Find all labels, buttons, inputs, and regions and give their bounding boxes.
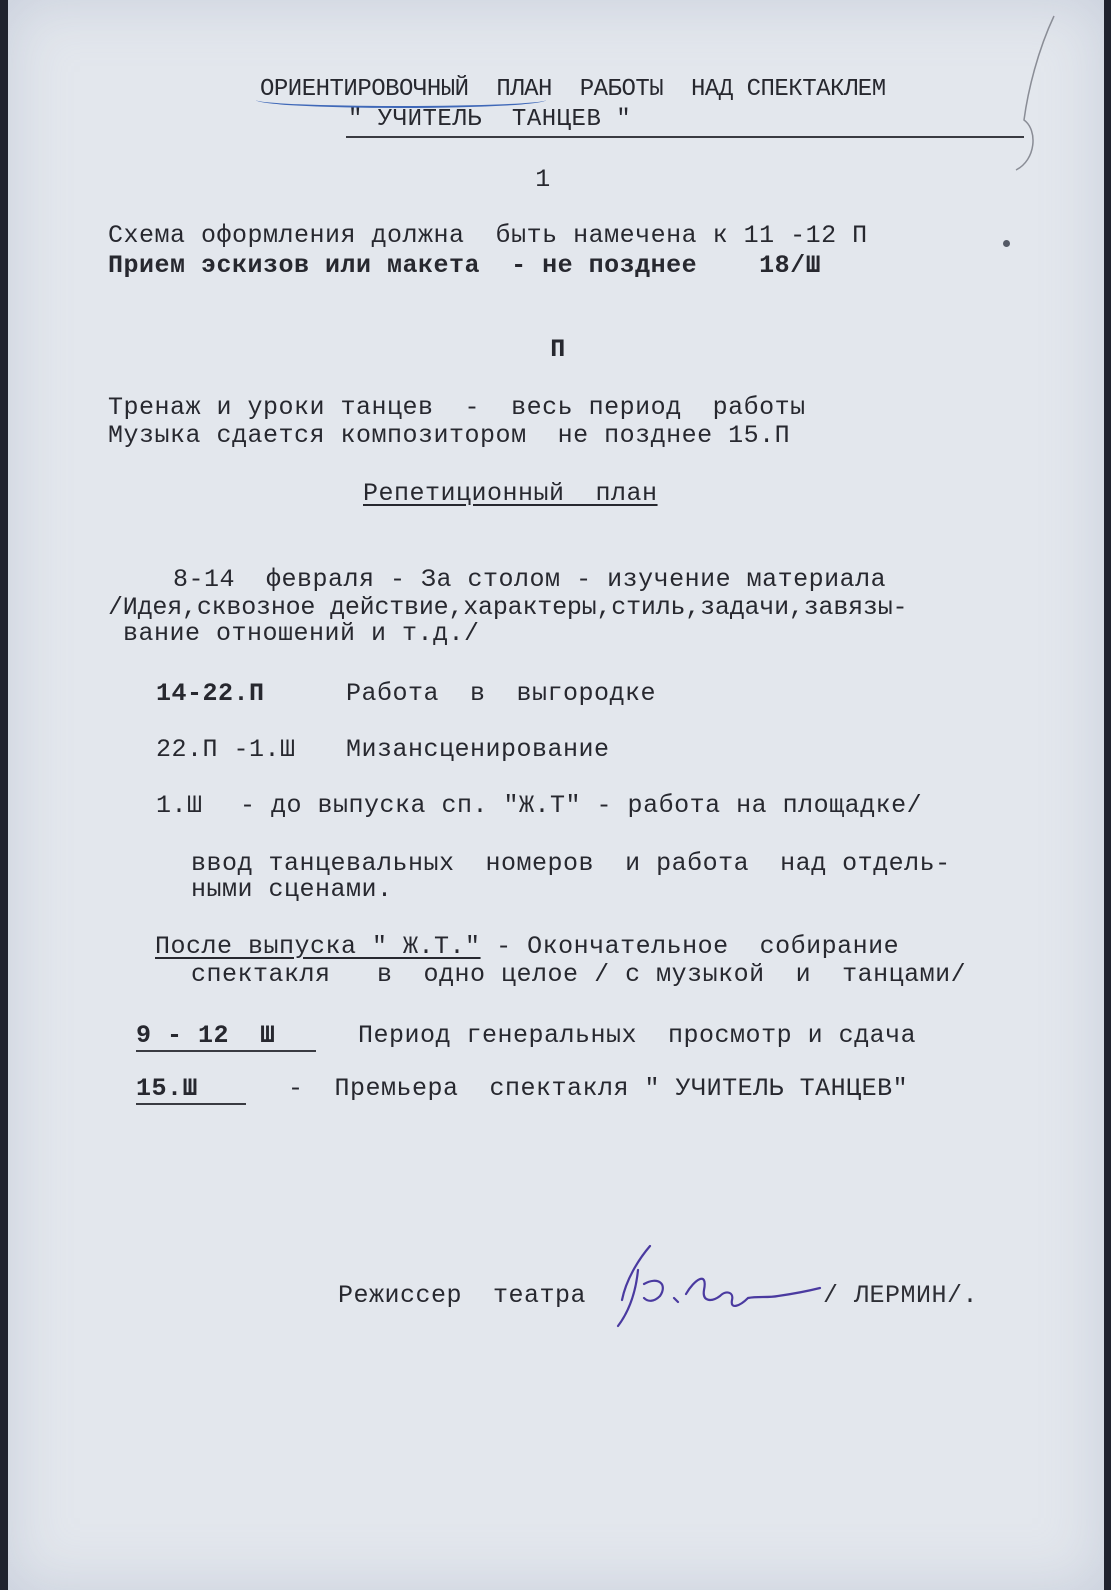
item-staging-date: 22.П -1.Ш	[156, 735, 296, 764]
after-release-label: После выпуска " Ж.Т."	[155, 932, 481, 961]
dress-date-underline	[136, 1050, 316, 1052]
item-stagework-text: - до выпуска сп. "Ж.Т" - работа на площадке/	[240, 791, 923, 820]
handwritten-signature	[608, 1240, 828, 1330]
section2-line2: Музыка сдается композитором не позднее 15.П	[108, 421, 791, 450]
doc-title-line1: ОРИЕНТИРОВОЧНЫЙ ПЛАН РАБОТЫ НАД СПЕКТАКЛЕМ	[260, 76, 886, 103]
section2-line1: Тренаж и уроки танцев - весь период работы	[108, 393, 806, 422]
item-mockup-text: Работа в выгородке	[346, 679, 657, 708]
premiere-text: - Премьера спектакля " УЧИТЕЛЬ ТАНЦЕВ"	[288, 1074, 909, 1103]
stray-ink-dot	[1003, 240, 1010, 247]
item-mockup-date: 14-22.П	[156, 679, 265, 708]
section1-number: 1	[535, 165, 551, 194]
title-rule	[346, 136, 1024, 138]
stagework-cont-line1: ввод танцевальных номеров и работа над отдель-	[191, 849, 951, 878]
signature-name: / ЛЕРМИН/.	[823, 1281, 979, 1310]
table-work-line2: /Идея,сквозное действие,характеры,стиль,задачи,завязы-	[108, 593, 908, 622]
section2-number: П	[550, 335, 566, 364]
stagework-cont-line2: ными сценами.	[191, 875, 393, 904]
margin-pencil-mark	[998, 10, 1068, 210]
section1-line2: Прием эскизов или макета - не позднее 18/Ш	[108, 251, 822, 280]
item-staging-text: Мизансценирование	[346, 735, 610, 764]
dress-rehearsal-text: Период генеральных просмотр и сдача	[358, 1021, 917, 1050]
table-work-line3: вание отношений и т.д./	[123, 619, 480, 648]
item-stagework-date: 1.Ш	[156, 791, 203, 820]
after-release-line1	[155, 933, 899, 961]
rehearsal-plan-heading: Репетиционный план	[363, 479, 658, 508]
after-release-text: - Окончательное собирание	[480, 932, 900, 961]
dress-rehearsal-date: 9 - 12 Ш	[136, 1021, 276, 1050]
table-work-line1: 8-14 февраля - За столом - изучение материала	[173, 565, 887, 594]
after-release-line2: спектакля в одно целое / с музыкой и танцами/	[191, 960, 967, 989]
signature-role: Режиссер театра	[338, 1281, 587, 1310]
premiere-date-underline	[136, 1103, 246, 1105]
premiere-date: 15.Ш	[136, 1074, 199, 1103]
doc-title-line2: " УЧИТЕЛЬ ТАНЦЕВ "	[348, 106, 632, 133]
section1-line1: Схема оформления должна быть намечена к 11 -12 П	[108, 221, 868, 250]
document-page	[8, 0, 1104, 1590]
